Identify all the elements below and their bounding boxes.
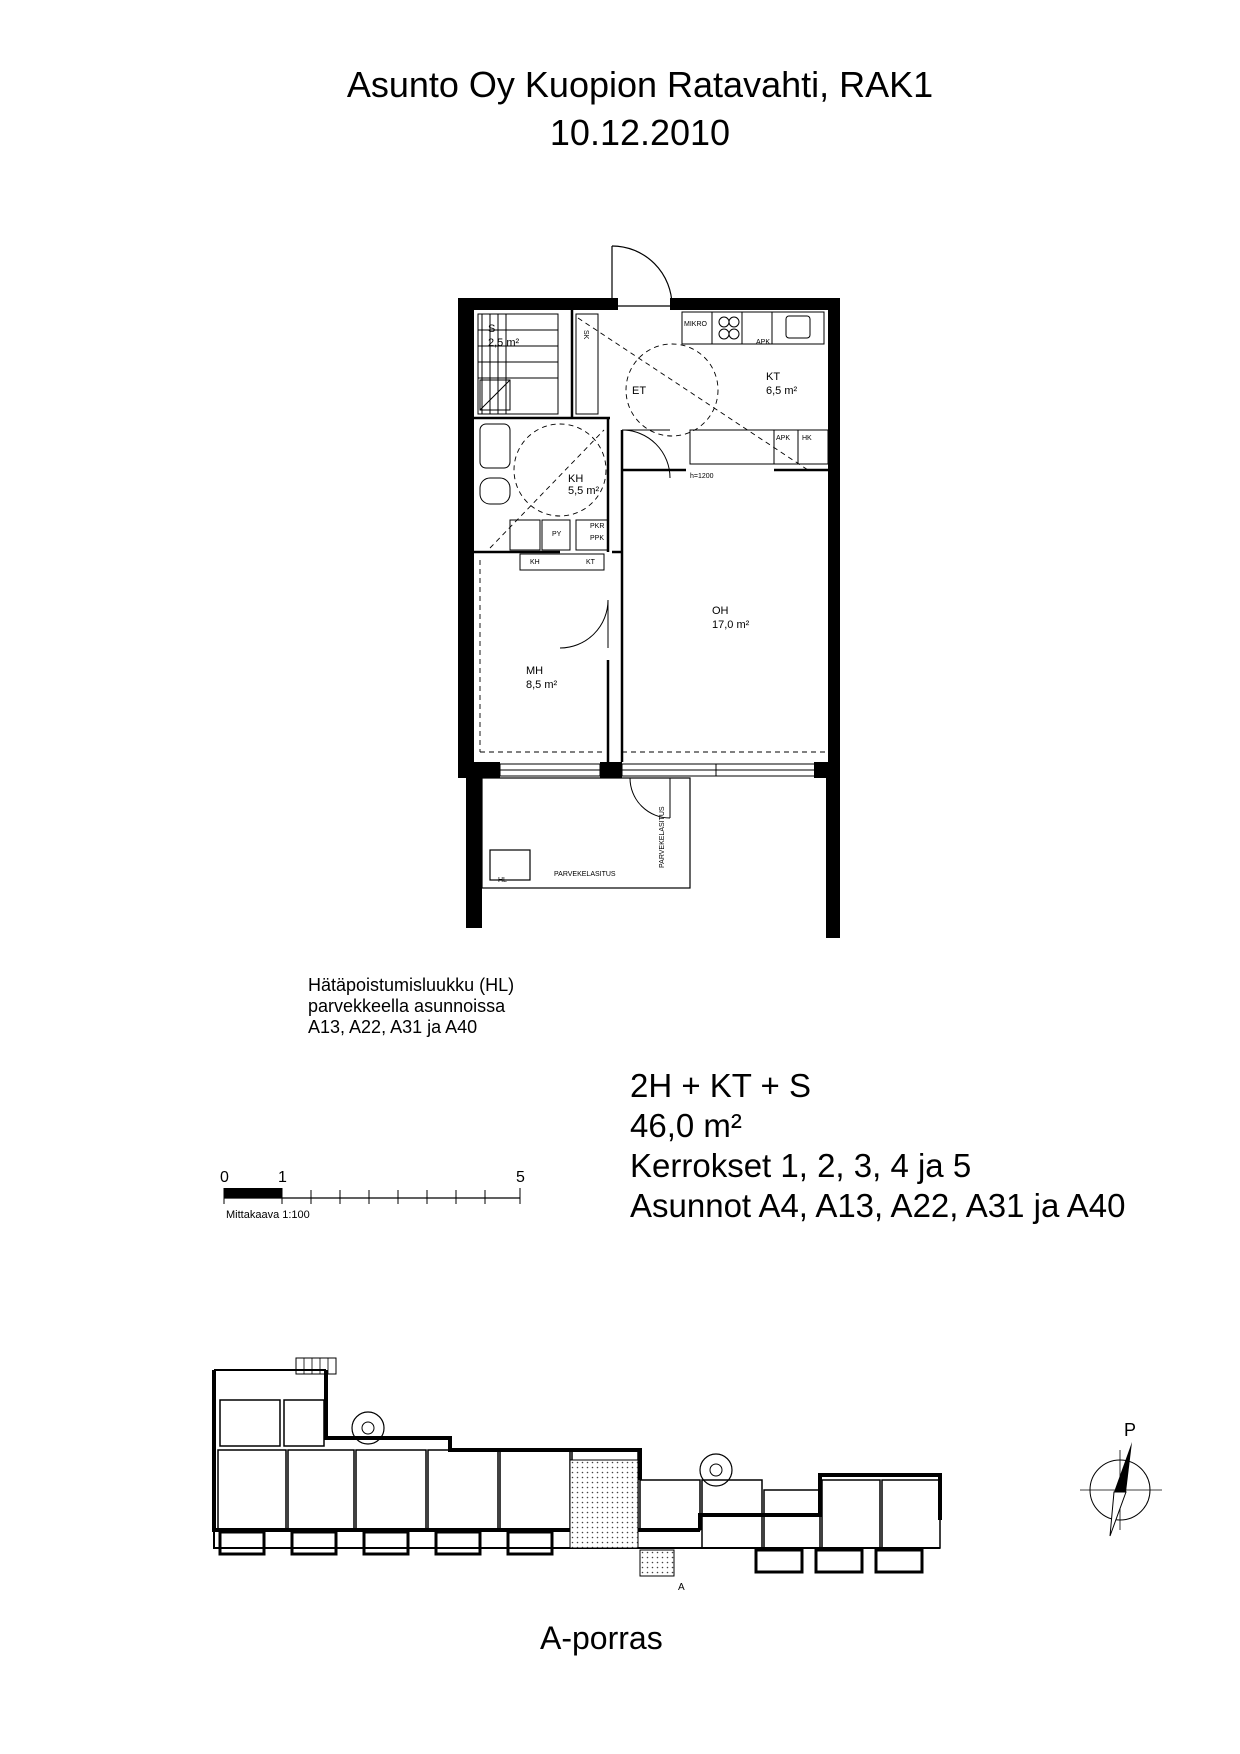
label-kh-closet: KH [530,559,540,566]
storage-shelves [478,314,598,414]
note-line-3: A13, A22, A31 ja A40 [308,1017,478,1037]
scale-caption: Mittakaava 1:100 [226,1209,310,1221]
room-area-oh: 17,0 m² [712,619,750,631]
bathroom-fixtures [480,424,608,570]
site-plan [200,1340,1200,1640]
note-line-1: Hätäpoistumisluukku (HL) [308,975,515,995]
scale-bar [210,1160,530,1230]
scale-tick-1: 1 [278,1169,287,1186]
site-caption: A-porras [540,1620,663,1656]
room-code-mh: MH [526,665,544,677]
fixture-labels [498,321,812,884]
label-ppk: PPK [590,535,605,542]
apartment-summary [630,1066,1125,1226]
room-code-kh: KH [568,473,584,485]
label-hk: HK [802,435,812,442]
note-line-2: parvekkeella asunnoissa [308,996,506,1016]
label-apk2: APK [776,435,791,442]
north-arrow [1080,1442,1162,1536]
room-area-kt: 6,5 m² [766,385,798,397]
label-kt-closet: KT [586,559,595,566]
scale-tick-0: 0 [220,1169,229,1186]
room-code-kt: KT [766,371,781,383]
entry-door [612,246,672,306]
windows [500,764,816,776]
room-code-oh: OH [712,605,729,617]
label-mikro: MIKRO [684,321,707,328]
room-area-kh: 5,5 m² [568,485,600,497]
room-code-s: S [488,323,496,335]
room-code-et: ET [632,385,647,397]
room-area-mh: 8,5 m² [526,679,558,691]
site-stair-marker: A [678,1582,685,1593]
apartment-area: 46,0 m² [630,1107,742,1144]
apartment-numbers: Asunnot A4, A13, A22, A31 ja A40 [630,1187,1126,1224]
north-label: P [1124,1420,1137,1440]
label-h1200: h=1200 [690,473,714,480]
document-title: Asunto Oy Kuopion Ratavahti, RAK1 [346,64,934,105]
room-area-s: 2,5 m² [488,337,520,349]
emergency-hatch-note [308,975,514,1038]
document-date: 10.12.2010 [549,112,731,153]
label-sk: SK [582,330,589,340]
label-hl: HL [498,877,507,884]
apartment-floors: Kerrokset 1, 2, 3, 4 ja 5 [630,1147,972,1184]
scale-tick-5: 5 [516,1169,525,1186]
apartment-type: 2H + KT + S [630,1067,811,1104]
label-lasitus-h: PARVEKELASITUS [554,871,616,878]
label-pkr: PKR [590,523,605,530]
label-apk: APK [756,339,771,346]
label-lasitus-v: PARVEKELASITUS [659,806,666,868]
label-py: PY [552,531,562,538]
